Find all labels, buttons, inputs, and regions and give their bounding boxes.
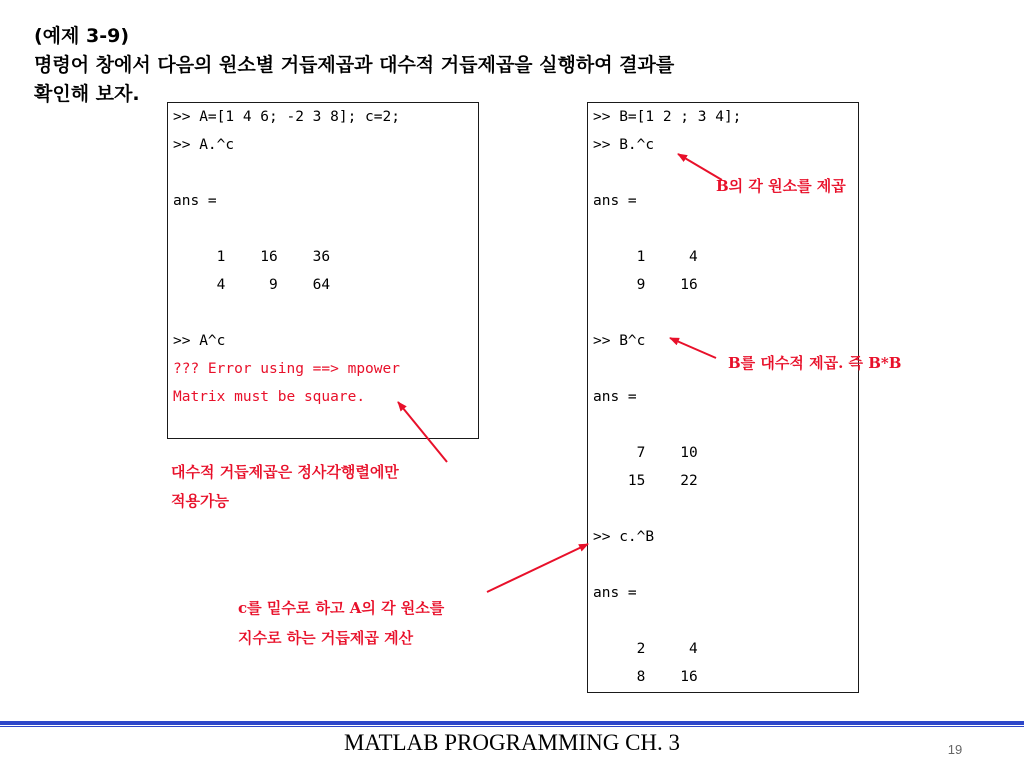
- title-example-label: (예제 3-9): [34, 25, 130, 47]
- terminal-line: 9 16: [593, 277, 698, 293]
- terminal-line: ??? Error using ==> mpower: [173, 361, 400, 377]
- arrow-square-only: [398, 402, 447, 462]
- terminal-line: >> B^c: [593, 333, 646, 349]
- annotation-square-only-line1: 대수적 거듭제곱은 정사각행렬에만: [171, 463, 399, 481]
- terminal-line: >> B.^c: [593, 137, 655, 153]
- terminal-line: ans =: [173, 193, 217, 209]
- title-instruction-line2: 확인해 보자.: [34, 83, 140, 105]
- page-number: 19: [947, 742, 963, 757]
- footer-rule-thick: [0, 721, 1024, 725]
- terminal-line: >> c.^B: [593, 529, 655, 545]
- terminal-line: ans =: [593, 193, 637, 209]
- terminal-line: 7 10: [593, 445, 698, 461]
- annotation-c-base-line1: c를 밑수로 하고 A의 각 원소를: [238, 599, 445, 617]
- annotation-c-base-line2: 지수로 하는 거듭제곱 계산: [238, 629, 414, 647]
- arrow-b-algebraic: [670, 338, 716, 358]
- annotation-b-algebraic: B를 대수적 제곱. 즉 B*B: [728, 354, 902, 372]
- terminal-line: >> A^c: [173, 333, 226, 349]
- terminal-line: >> A.^c: [173, 137, 235, 153]
- terminal-line: 1 4: [593, 249, 698, 265]
- footer-rule-thin: [0, 726, 1024, 727]
- terminal-line: ans =: [593, 585, 637, 601]
- annotation-square-only-line2: 적용가능: [171, 492, 229, 510]
- terminal-line: 2 4: [593, 641, 698, 657]
- terminal-line: >> B=[1 2 ; 3 4];: [593, 109, 742, 125]
- terminal-line: 8 16: [593, 669, 698, 685]
- terminal-line: ans =: [593, 389, 637, 405]
- footer-title: MATLAB PROGRAMMING CH. 3: [343, 730, 681, 755]
- annotation-b-elementwise: B의 각 원소를 제곱: [716, 177, 846, 195]
- arrow-c-base: [487, 544, 588, 592]
- title-instruction-line1: 명령어 창에서 다음의 원소별 거듭제곱과 대수적 거듭제곱을 실행하여 결과를: [34, 54, 675, 76]
- terminal-line: Matrix must be square.: [173, 389, 366, 405]
- terminal-line: 15 22: [593, 473, 698, 489]
- terminal-line: >> A=[1 4 6; -2 3 8]; c=2;: [173, 109, 400, 125]
- terminal-line: 1 16 36: [173, 249, 331, 265]
- terminal-line: 4 9 64: [173, 277, 331, 293]
